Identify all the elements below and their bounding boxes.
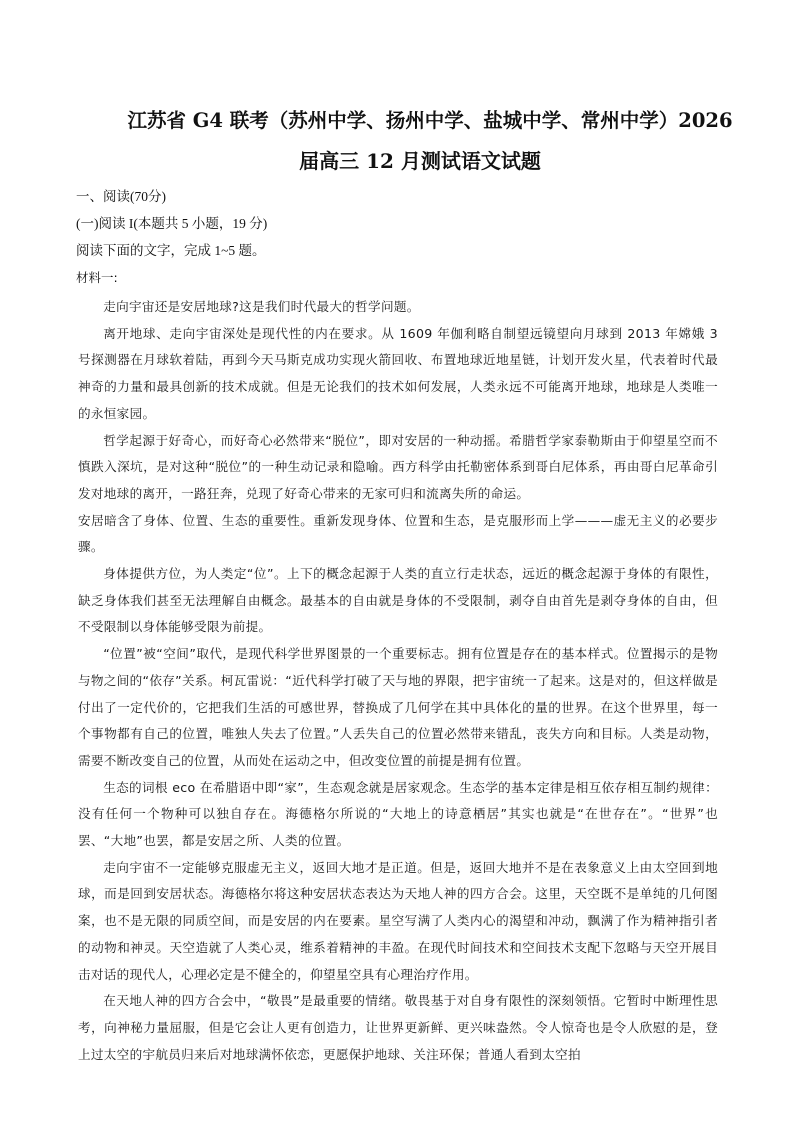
paragraph: “位置”被“空间”取代，是现代科学世界图景的一个重要标志。拥有位置是存在的基本样式。位置揭示的是物与物之间的“依存”关系。柯瓦雷说：“近代科学打破了天与地的界限，把宇宙统一了起来。这是对的，但这样做是付出了一定代价的，它把我们生活的可感世界，替换成了几何学在其中具体化的量的世界。在这个世界里，每一个事物都有自己的位置，唯独人失去了位置。”人丢失自己的位置必然带来错乱，丧失方向和目标。人类是动物，需要不断改变自己的位置，从而处在运动之中，但改变位置的前提是拥有位置。 [78, 646, 718, 768]
paragraph: 安居暗含了身体、位置、生态的重要性。重新发现身体、位置和生态，是克服形而上学———虚无主义的必要步骤。 [78, 512, 718, 555]
passage-body [78, 294, 718, 1068]
paragraph: 走向宇宙不一定能够克服虚无主义，返回大地才是正道。但是，返回大地并不是在表象意义上由太空回到地球，而是回到安居状态。海德格尔将这种安居状态表达为天地人神的四方合会。这里，天空既不是单纯的几何图案，也不是无限的同质空间，而是安居的内在要素。星空写满了人类内心的渴望和冲动，飘满了作为精神指引者的动物和神灵。天空造就了人类心灵，维系着精神的丰盈。在现代时间技术和空间技术支配下忽略与天空开展目击对话的现代人，心理必定是不健全的，仰望星空具有心理治疗作用。 [78, 859, 718, 982]
paragraph: 走向宇宙还是安居地球?这是我们时代最大的哲学问题。 [103, 299, 420, 314]
material-label: 材料一: [76, 270, 118, 285]
paragraph: 生态的词根 eco 在希腊语中即“家”，生态观念就是居家观念。生态学的基本定律是相互依存相互制约规律：没有任何一个物种可以独自存在。海德格尔所说的“大地上的诗意栖居”其实也就是“在世存在”。“世界”也罢、“大地”也罢，都是安居之所、人类的位置。 [78, 779, 718, 849]
subsection-heading: (一)阅读 I(本题共 5 小题，19 分) [76, 216, 268, 231]
paragraph: 离开地球、走向宇宙深处是现代性的内在要求。从 1609 年伽利略自制望远镜望向月球到 2013 年嫦娥 3 号探测器在月球软着陆，再到今天马斯克成功实现火箭回收、布置地球近地星链，计划开发火星，代表着时代最神奇的力量和最具创新的技术成就。但是无论我们的技术如何发展，人类永远不可能离开地球，地球是人类唯一的永恒家园。 [78, 325, 718, 421]
section-heading: 一、阅读(70分) [76, 189, 166, 204]
document-title-line-1: 江苏省 G4 联考（苏州中学、扬州中学、盐城中学、常州中学）2026 [127, 109, 733, 132]
paragraph: 身体提供方位，为人类定“位”。上下的概念起源于人类的直立行走状态，远近的概念起源于身体的有限性，缺乏身体我们甚至无法理解自由概念。最基本的自由就是身体的不受限制，剥夺自由首先是剥夺身体的自由，但不受限制以身体能够受限为前提。 [78, 566, 718, 635]
paragraph: 哲学起源于好奇心，而好奇心必然带来“脱位”，即对安居的一种动摇。希腊哲学家泰勒斯由于仰望星空而不慎跌入深坑，是对这种“脱位”的一种生动记录和隐喻。西方科学由托勒密体系到哥白尼体系，再由哥白尼革命引发对地球的离开，一路狂奔，兑现了好奇心带来的无家可归和流离失所的命运。 [78, 432, 718, 501]
reading-instruction: 阅读下面的文字，完成 1~5 题。 [76, 243, 266, 258]
paragraph: 在天地人神的四方合会中，“敬畏”是最重要的情绪。敬畏基于对自身有限性的深刻领悟。它暂时中断理性思考，向神秘力量屈服，但是它会让人更有创造力，让世界更新鲜、更兴味盎然。令人惊奇也是令人欣慰的是，登上过太空的宇航员归来后对地球满怀依恋，更愿保护地球、关注环保；普通人看到太空拍 [78, 993, 718, 1062]
document-title-line-2: 届高三 12 月测试语文试题 [299, 149, 541, 173]
